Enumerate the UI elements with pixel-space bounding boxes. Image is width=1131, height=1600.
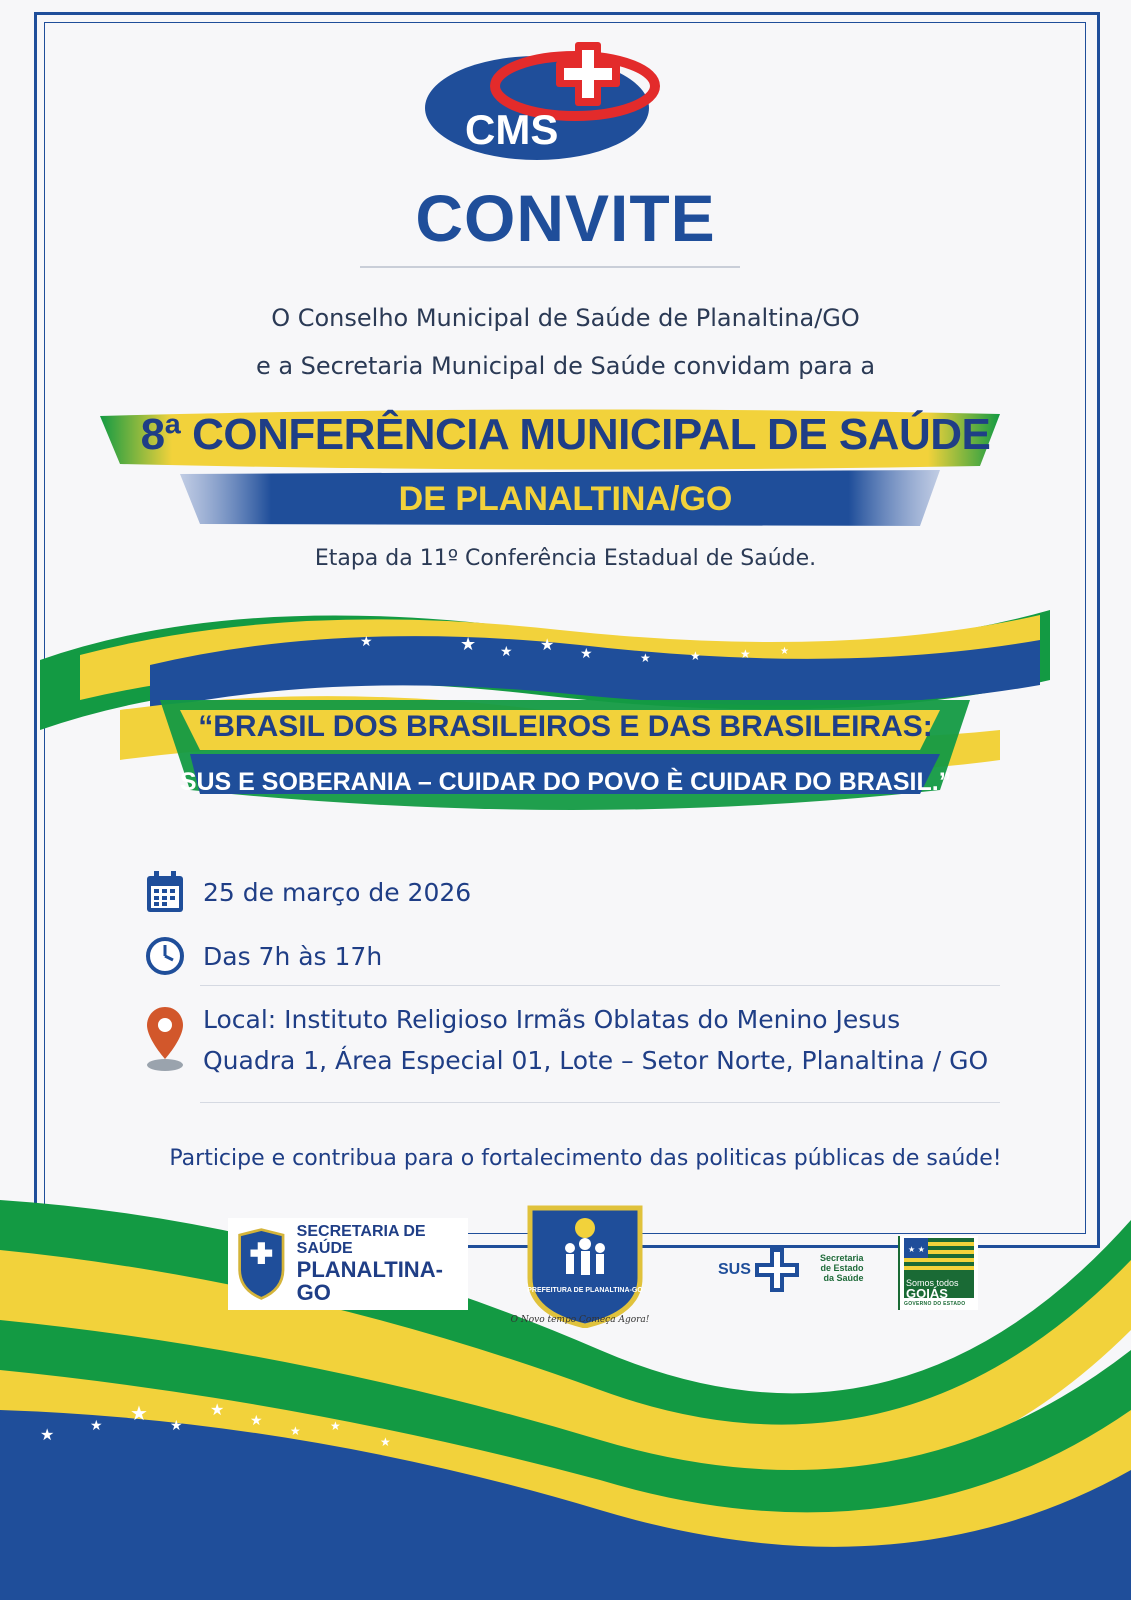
- event-title-line-1: 8ª CONFERÊNCIA MUNICIPAL DE SAÚDE: [140, 410, 991, 459]
- prefeitura-logo: [520, 1198, 650, 1328]
- svg-text:★: ★: [290, 1424, 301, 1438]
- cms-logo: [425, 36, 665, 166]
- divider: [200, 1102, 1000, 1103]
- calendar-icon: [145, 870, 185, 914]
- ses-line-1: Secretaria: [820, 1253, 864, 1263]
- sus-logo: [718, 1248, 799, 1292]
- prefeitura-slogan: O Novo tempo Começa Agora!: [510, 1315, 650, 1325]
- location-pin-icon: [145, 1005, 185, 1075]
- event-location: [145, 1005, 988, 1075]
- svg-text:★: ★: [580, 646, 593, 662]
- sus-label: SUS: [718, 1261, 751, 1278]
- ses-line-3: da Saúde: [823, 1272, 864, 1283]
- svg-text:★: ★: [330, 1419, 341, 1433]
- goias-line-1: Somos todos: [906, 1278, 959, 1288]
- cross-icon: [755, 1248, 799, 1292]
- svg-text:★: ★: [360, 634, 373, 650]
- location-line-1: Local: Instituto Religioso Irmãs Oblatas do Menino Jesus: [203, 1005, 901, 1034]
- event-time: [145, 934, 382, 978]
- call-to-action: Participe e contribua para o fortalecimento das politicas públicas de saúde!: [169, 1146, 1002, 1171]
- svg-text:★: ★: [460, 634, 477, 655]
- intro-line-1: O Conselho Municipal de Saúde de Planaltina/GO: [271, 304, 860, 332]
- goias-line-2: GOIÁS: [906, 1286, 948, 1301]
- event-title-line-2: DE PLANALTINA/GO: [398, 480, 733, 518]
- shield-icon: [236, 1226, 287, 1302]
- svg-text:★: ★: [740, 647, 751, 661]
- svg-text:★: ★: [500, 644, 513, 660]
- theme-line-1: “BRASIL DOS BRASILEIROS E DAS BRASILEIRAS:: [198, 710, 933, 743]
- clock-icon: [145, 934, 185, 978]
- secretaria-estado-logo: [820, 1254, 864, 1284]
- svg-text:★: ★: [210, 1400, 225, 1419]
- sun-icon: [575, 1218, 595, 1238]
- svg-text:★: ★: [170, 1418, 183, 1434]
- secretaria-line-2: PLANALTINA-GO: [296, 1256, 443, 1305]
- svg-text:★: ★: [690, 649, 701, 663]
- prefeitura-badge-text: PREFEITURA DE PLANALTINA-GO: [527, 1287, 643, 1294]
- svg-text:★: ★: [540, 635, 555, 654]
- ses-line-2: de Estado: [820, 1262, 864, 1273]
- svg-text:★: ★: [90, 1418, 103, 1434]
- svg-text:★ ★: ★ ★: [908, 1245, 925, 1254]
- title-divider: [360, 266, 740, 268]
- svg-text:★: ★: [640, 651, 651, 665]
- intro-line-2: e a Secretaria Municipal de Saúde convidam para a: [255, 352, 876, 380]
- svg-text:★: ★: [130, 1401, 148, 1425]
- location-line-2: Quadra 1, Área Especial 01, Lote – Setor Norte, Planaltina / GO: [203, 1046, 989, 1075]
- event-date: [145, 870, 471, 914]
- svg-text:★: ★: [40, 1425, 55, 1444]
- divider: [200, 985, 1000, 986]
- svg-text:★: ★: [250, 1413, 263, 1429]
- event-time-text: Das 7h às 17h: [203, 941, 383, 971]
- svg-text:★: ★: [780, 646, 789, 657]
- goias-line-3: GOVERNO DO ESTADO: [904, 1301, 966, 1307]
- people-icon: [565, 1238, 605, 1275]
- page-title: CONVITE: [415, 181, 716, 255]
- cms-logo-text: CMS: [465, 106, 559, 153]
- event-subtitle: Etapa da 11º Conferência Estadual de Saúde.: [314, 546, 817, 571]
- secretaria-line-1: SECRETARIA DE SAÚDE: [296, 1223, 426, 1257]
- event-date-text: 25 de março de 2026: [203, 877, 472, 907]
- secretaria-saude-logo: [228, 1218, 468, 1310]
- goias-logo: [898, 1236, 978, 1310]
- theme-line-2: SUS E SOBERANIA – CUIDAR DO POVO È CUIDAR DO BRASIL.”: [179, 768, 952, 796]
- svg-text:★: ★: [380, 1435, 391, 1449]
